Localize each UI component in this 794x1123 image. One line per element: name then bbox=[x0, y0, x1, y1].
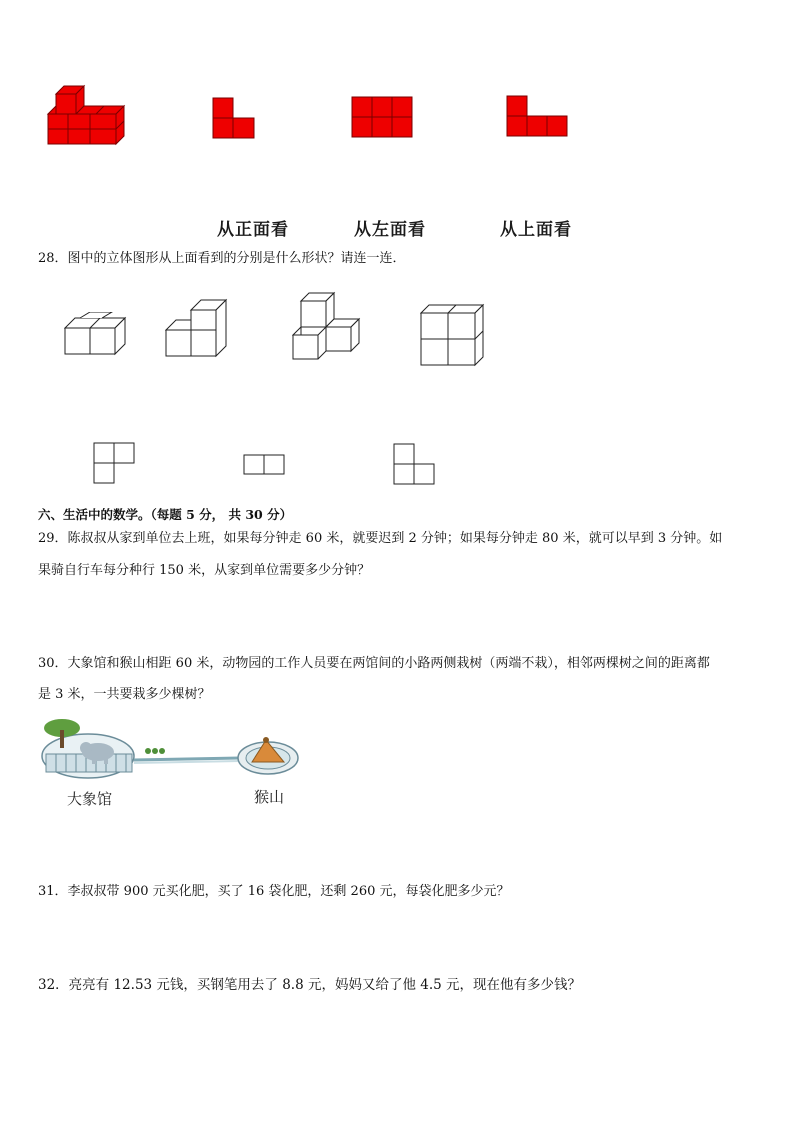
red-front-view-figure bbox=[212, 97, 256, 139]
label-elephant-house: 大象馆 bbox=[67, 790, 113, 808]
top-view-option-1[interactable] bbox=[93, 442, 137, 486]
question-29-line-1: 29．陈叔叔从家到单位去上班，如果每分钟走 60 米，就要迟到 2 分钟；如果每分钟走 80 米，就可以早到 3 分钟。如 bbox=[38, 531, 723, 546]
label-left-view: 从左面看 bbox=[354, 220, 426, 240]
red-3d-solid-figure bbox=[44, 84, 128, 148]
solid-figure-2 bbox=[165, 298, 229, 358]
solid-figure-1 bbox=[64, 312, 128, 356]
solid-figure-4 bbox=[420, 303, 486, 367]
section-title: 六、生活中的数学。（每题 5 分， 共 30 分） bbox=[38, 507, 293, 522]
red-left-view-figure bbox=[351, 96, 413, 138]
solid-figure-3 bbox=[292, 291, 362, 361]
question-31: 31．李叔叔带 900 元买化肥，买了 16 袋化肥，还剩 260 元，每袋化肥多少元？ bbox=[38, 884, 510, 899]
top-view-option-3[interactable] bbox=[393, 443, 437, 487]
top-view-option-2[interactable] bbox=[243, 454, 287, 476]
red-top-view-figure bbox=[506, 95, 568, 137]
label-front-view: 从正面看 bbox=[217, 220, 289, 240]
question-30-line-2: 是 3 米，一共要栽多少棵树？ bbox=[38, 687, 211, 702]
question-32: 32．亮亮有 12.53 元钱，买钢笔用去了 8.8 元，妈妈又给了他 4.5 元，现在他有多少钱？ bbox=[38, 977, 582, 993]
question-28: 28．图中的立体图形从上面看到的分别是什么形状？请连一连． bbox=[38, 251, 406, 266]
label-monkey-hill: 猴山 bbox=[254, 788, 285, 806]
label-top-view: 从上面看 bbox=[500, 220, 572, 240]
question-30-line-1: 30．大象馆和猴山相距 60 米，动物园的工作人员要在两馆间的小路两侧栽树（两端不栽），相邻两棵树之间的距离都 bbox=[38, 656, 710, 671]
zoo-illustration bbox=[40, 716, 302, 780]
question-29-line-2: 果骑自行车每分种行 150 米，从家到单位需要多少分钟？ bbox=[38, 563, 371, 578]
